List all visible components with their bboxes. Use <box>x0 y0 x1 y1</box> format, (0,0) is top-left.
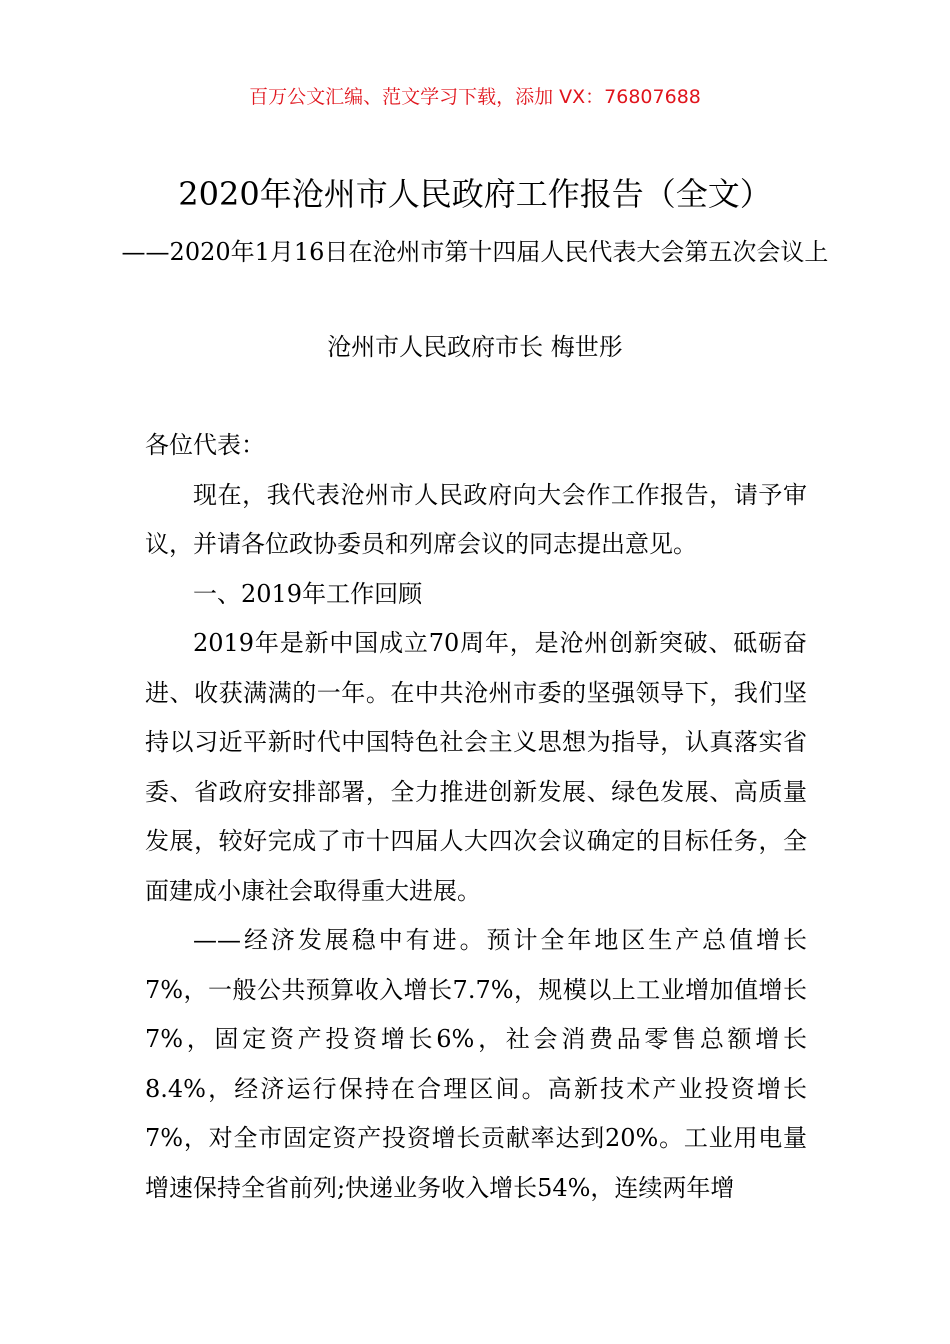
document-subtitle: ——2020年1月16日在沧州市第十四届人民代表大会第五次会议上 <box>121 238 829 266</box>
section-heading: 一、2019年工作回顾 <box>193 579 423 608</box>
document-author: 沧州市人民政府市长 梅世彤 <box>327 333 623 361</box>
body-paragraph: 现在，我代表沧州市人民政府向大会作工作报告，请予审议，并请各位政协委员和列席会议的同志提出意见。 <box>145 480 807 558</box>
header-watermark-text: 百万公文汇编、范文学习下载，添加 VX：76807688 <box>249 86 701 108</box>
salutation: 各位代表： <box>145 431 265 459</box>
document-title: 2020年沧州市人民政府工作报告（全文） <box>178 175 772 213</box>
body-paragraph: 2019年是新中国成立70周年，是沧州创新突破、砥砺奋进、收获满满的一年。在中共沧州市委的坚强领导下，我们坚持以习近平新时代中国特色社会主义思想为指导，认真落实省委、省政府安排部署，全力推进创新发展、绿色发展、高质量发展，较好完成了市十四届人大四次会议确定的目标任务，全面建成小康社会取得重大进展。 <box>145 629 807 905</box>
document-body <box>145 421 807 1213</box>
body-paragraph: ——经济发展稳中有进。预计全年地区生产总值增长7%，一般公共预算收入增长7.7%，规模以上工业增加值增长7%，固定资产投资增长6%，社会消费品零售总额增长8.4%，经济运行保持在合理区间。高新技术产业投资增长7%，对全市固定资产投资增长贡献率达到20%。工业用电量增速保持全省前列;快递业务收入增长54%，连续两年增 <box>145 926 807 1202</box>
